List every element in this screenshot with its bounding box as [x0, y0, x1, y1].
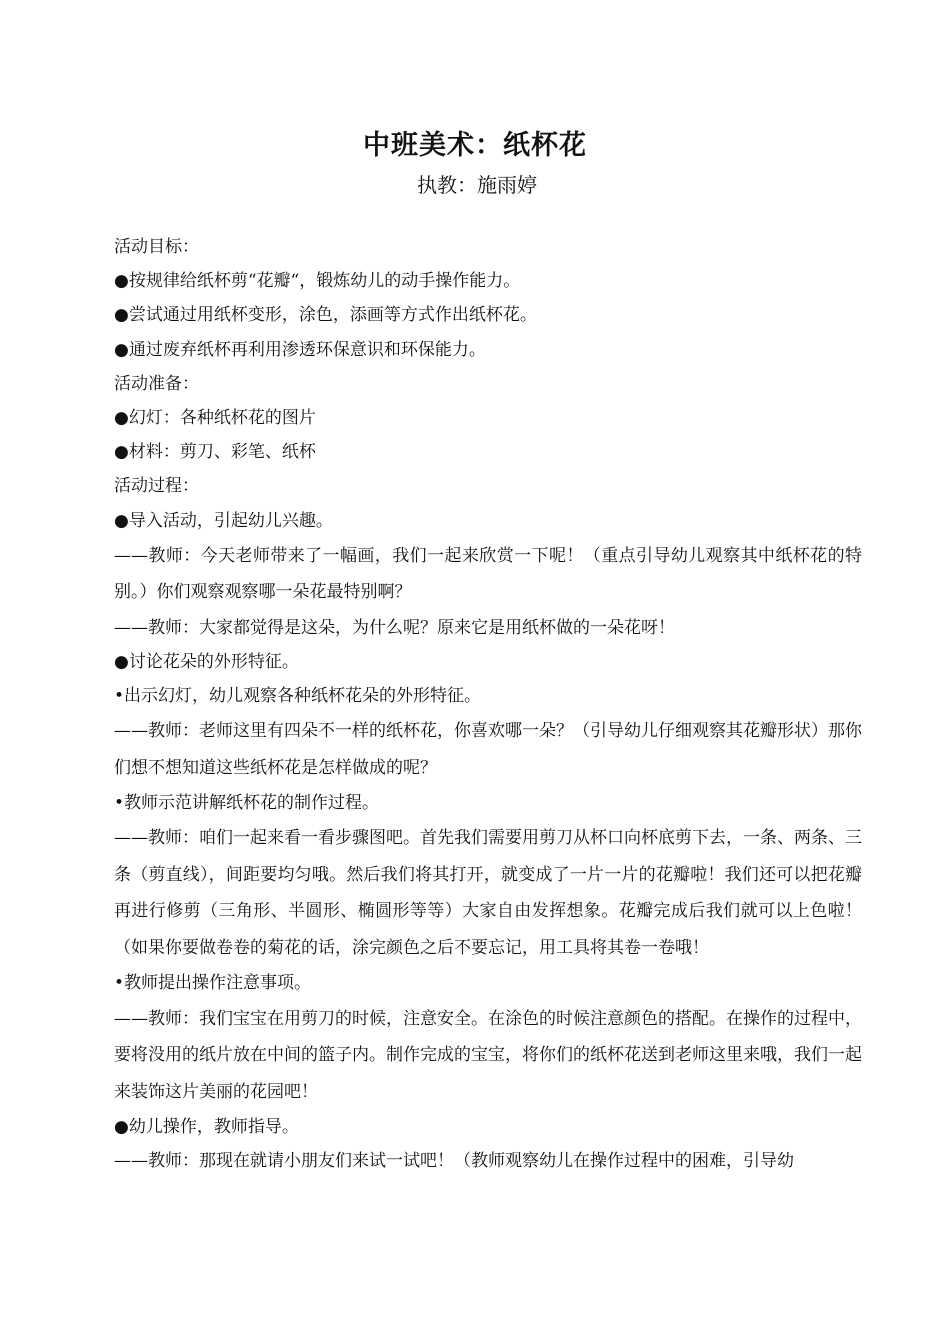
- goal-item-3: ●通过废弃纸杯再利用渗透环保意识和环保能力。: [114, 339, 486, 360]
- process-substep-demo: •教师示范讲解纸杯花的制作过程。: [114, 793, 380, 814]
- teacher-dialogue-2: ——教师：大家都觉得是这朵，为什么呢？原来它是用纸杯做的一朵花呀！: [114, 617, 675, 638]
- process-substep-notes: •教师提出操作注意事项。: [114, 973, 312, 994]
- section-heading-preparation: 活动准备：: [114, 373, 199, 394]
- author-line: 执教：施雨婷: [417, 173, 537, 197]
- document-body: [114, 230, 862, 1179]
- teacher-dialogue-1: ——教师：今天老师带来了一幅画，我们一起来欣赏一下呢！（重点引导幼儿观察其中纸杯花的特别。）你们观察观察哪一朵花最特别啊？: [114, 545, 862, 603]
- teacher-dialogue-3: ——教师：老师这里有四朵不一样的纸杯花，你喜欢哪一朵？（引导幼儿仔细观察其花瓣形状）那你们想不想知道这些纸杯花是怎样做成的呢？: [114, 721, 862, 778]
- goal-item-1: ●按规律给纸杯剪“花瓣“，锻炼幼儿的动手操作能力。: [114, 271, 521, 292]
- document-author: [0, 168, 950, 202]
- document-title: 中班美术：纸杯花: [363, 130, 587, 161]
- process-step-operate: ●幼儿操作，教师指导。: [114, 1117, 299, 1138]
- process-step-intro: ●导入活动，引起幼儿兴趣。: [114, 510, 333, 531]
- goal-item-2: ●尝试通过用纸杯变形，涂色，添画等方式作出纸杯花。: [114, 305, 537, 326]
- section-heading-goals: 活动目标：: [114, 237, 199, 257]
- process-step-discuss: ●讨论花朵的外形特征。: [114, 651, 299, 672]
- section-heading-process: 活动过程：: [114, 476, 199, 497]
- teacher-dialogue-4: ——教师：咱们一起来看一看步骤图吧。首先我们需要用剪刀从杯口向杯底剪下去，一条、两条、三条（剪直线），间距要均匀哦。然后我们将其打开，就变成了一片一片的花瓣啦！我们还可以把花瓣再进行修剪（三角形、半圆形、椭圆形等等）大家自由发挥想象。花瓣完成后我们就可以上色啦！（如果你要做卷卷的菊花的话，涂完颜色之后不要忘记，用工具将其卷一卷哦！: [114, 828, 862, 958]
- teacher-dialogue-6: ——教师：那现在就请小朋友们来试一试吧！（教师观察幼儿在操作过程中的困难，引导幼: [114, 1151, 794, 1172]
- preparation-item-2: ●材料：剪刀、彩笔、纸杯: [114, 442, 316, 463]
- process-substep-slide: •出示幻灯，幼儿观察各种纸杯花朵的外形特征。: [114, 686, 482, 707]
- teacher-dialogue-5: ——教师：我们宝宝在用剪刀的时候，注意安全。在涂色的时候注意颜色的搭配。在操作的过程中，要将没用的纸片放在中间的篮子内。制作完成的宝宝，将你们的纸杯花送到老师这里来哦，我们一起来装饰这片美丽的花园吧！: [114, 1008, 862, 1102]
- preparation-item-1: ●幻灯：各种纸杯花的图片: [114, 407, 316, 428]
